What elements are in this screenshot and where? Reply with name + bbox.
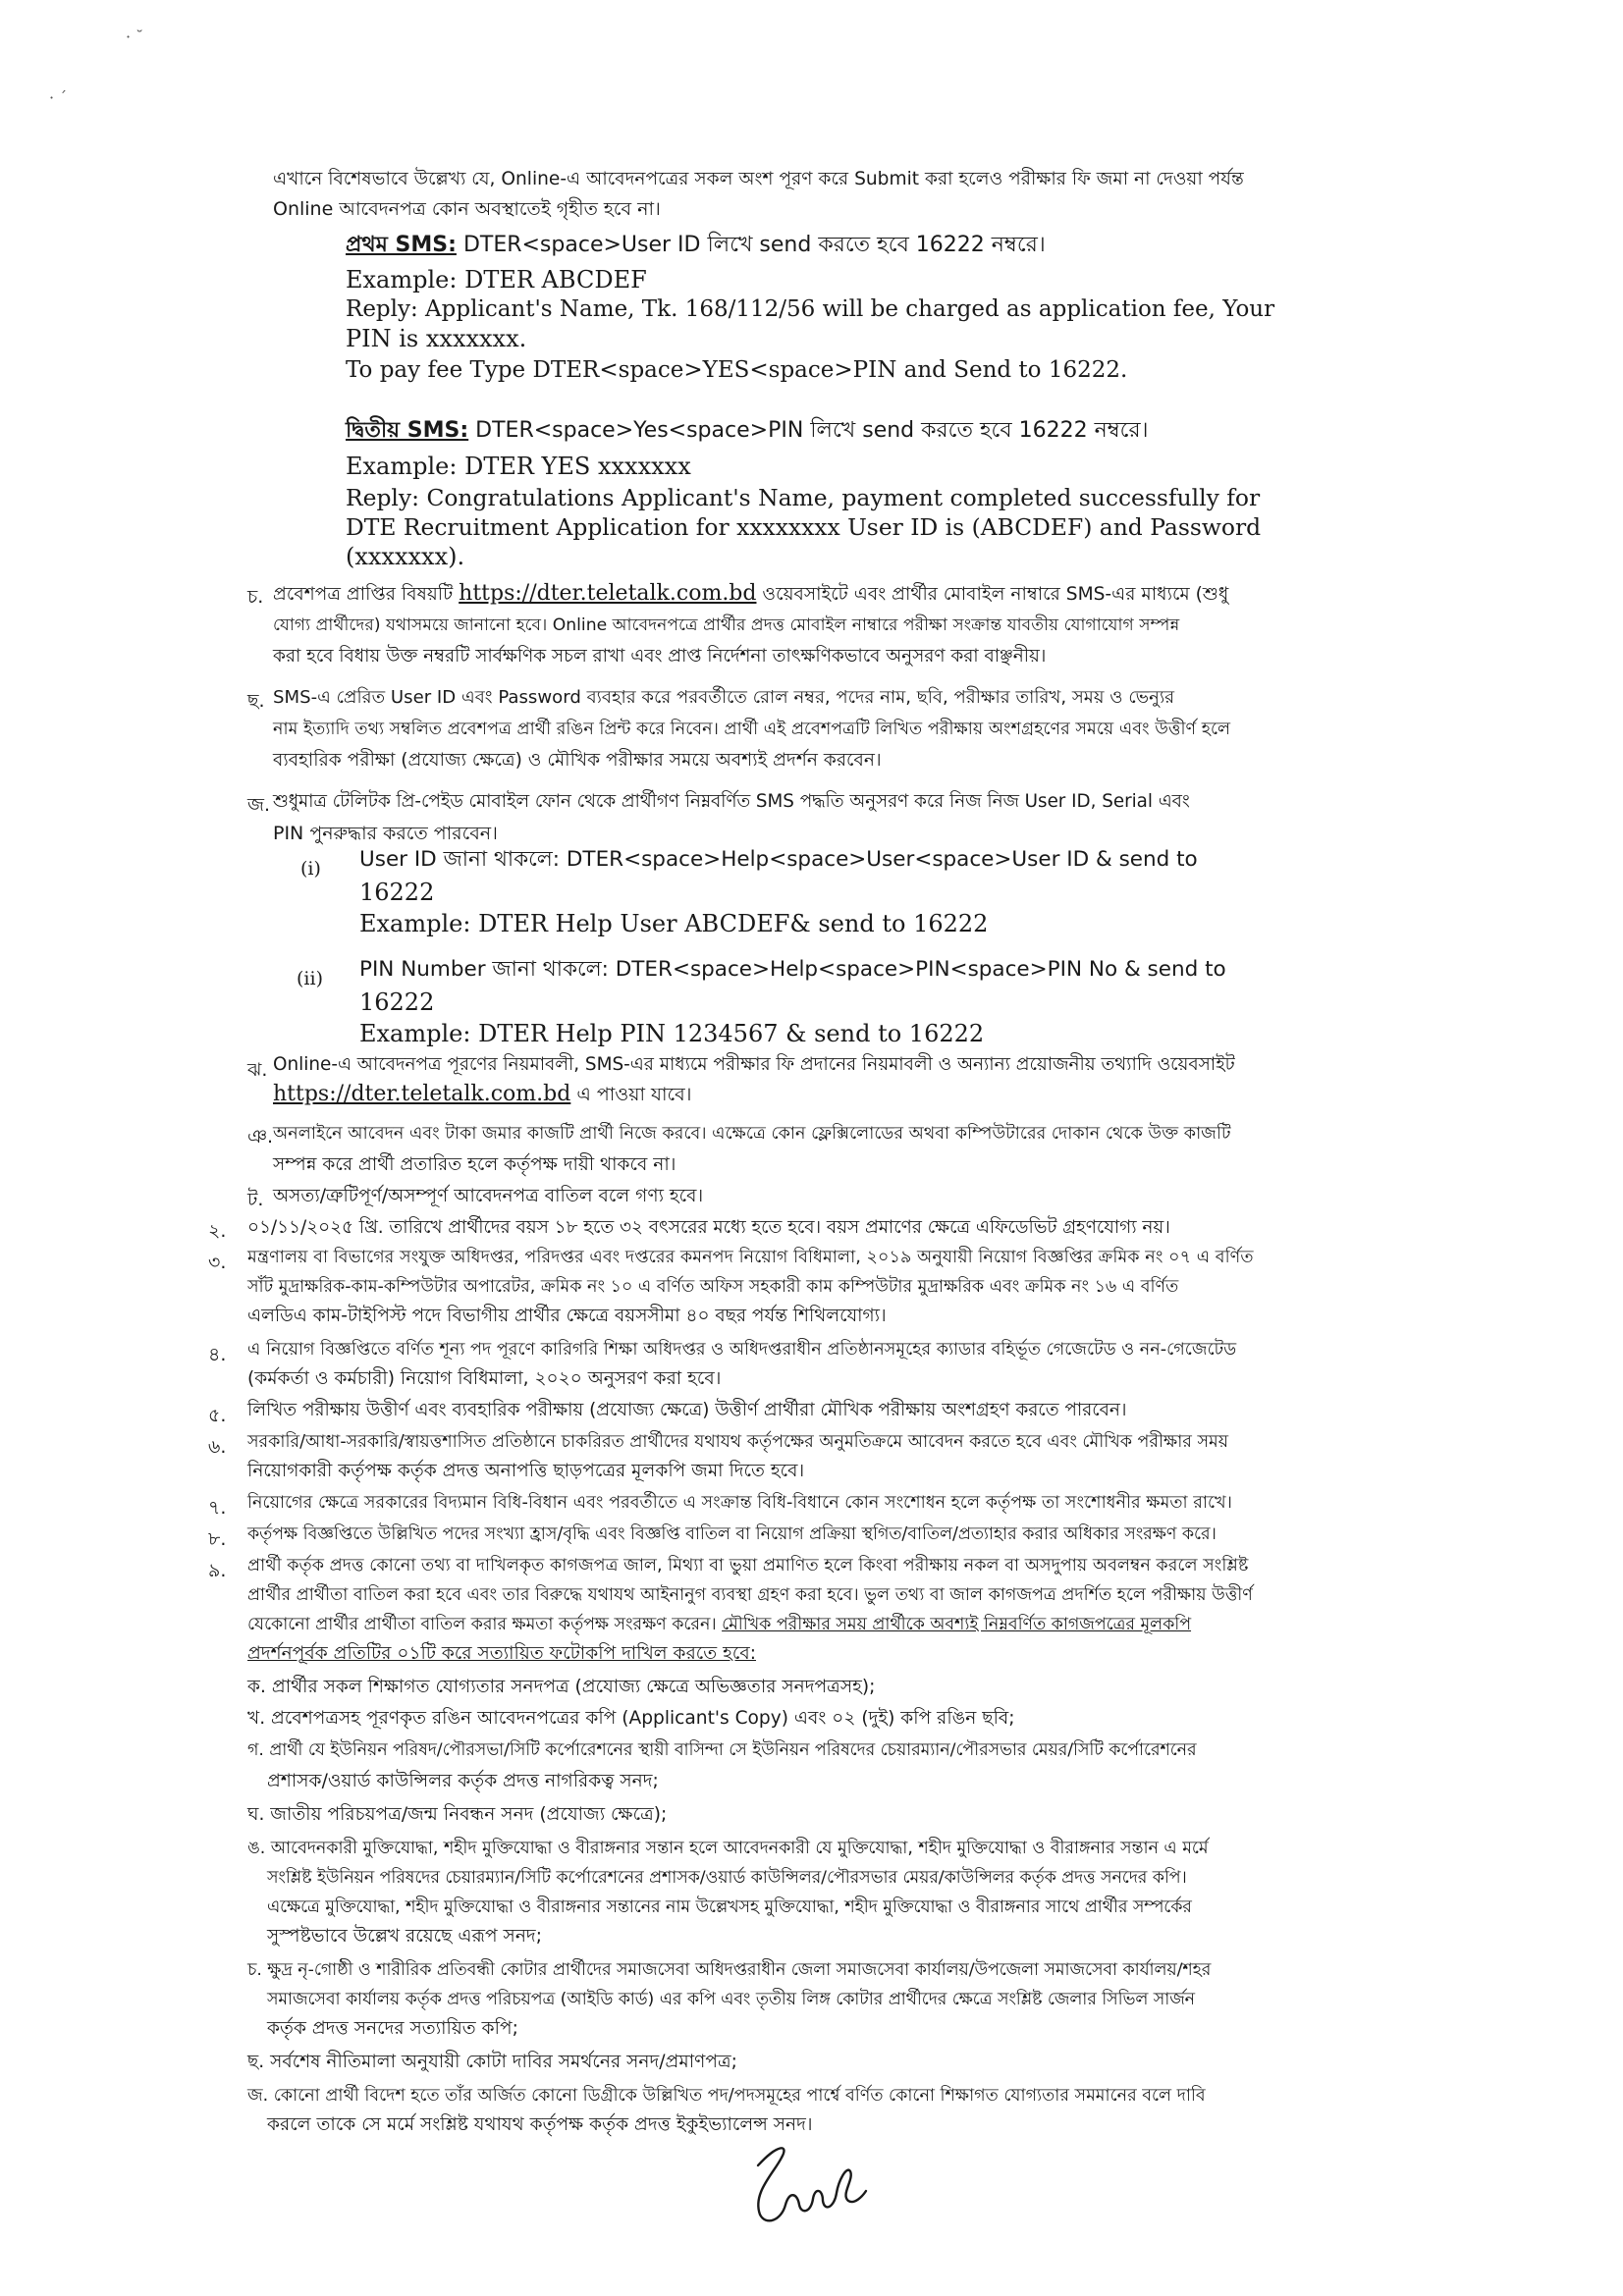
number-marker: ৬. (208, 1436, 227, 1458)
sms1-reply: PIN is xxxxxxx. (346, 325, 527, 352)
item9-line: প্রার্থীর প্রার্থীতা বাতিল করা হবে এবং তার বিরুদ্ধে যথাযথ আইনানুগ ব্যবস্থা গ্রহণ করা হবে। ভুল তথ্য বা জাল কাগজপত্র প্রদর্শিত হলে পরীক্ষায় উত্তীর্ণ (247, 1585, 1253, 1605)
sms1-label: প্রথম SMS: (346, 233, 457, 257)
numbered-line: মন্ত্রণালয় বা বিভাগের সংযুক্ত অধিদপ্তর, পরিদপ্তর এবং দপ্তরের কমনপদ নিয়োগ বিধিমালা, ২০১৯ অনুযায়ী নিয়োগ বিজ্ঞপ্তির ক্রমিক নং ০৭ এ বর্ণিত (247, 1248, 1254, 1267)
numbered-line: ০১/১১/২০২৫ খ্রি. তারিখে প্রার্থীদের বয়স ১৮ হতে ৩২ বৎসরের মধ্যে হতে হবে। বয়স প্রমাণের ক্ষেত্রে এফিডেভিট গ্রহণযোগ্য নয়। (247, 1217, 1170, 1238)
document-item: করলে তাকে সে মর্মে সংশ্লিষ্ট যথাযথ কর্তৃপক্ষ কর্তৃক প্রদত্ত ইকুইভ্যালেন্স সনদ। (267, 2114, 813, 2135)
sms1-reply: To pay fee Type DTER<space>YES<space>PIN and Send to 16222. (346, 357, 1128, 383)
item-ta-line: অসত্য/ত্রুটিপূর্ণ/অসম্পূর্ণ আবেদনপত্র বাতিল বলে গণ্য হবে। (273, 1186, 704, 1206)
item-marker: ট. (247, 1189, 264, 1210)
item-marker: ছ. (247, 690, 265, 712)
sub-item-line: User ID জানা থাকলে: DTER<space>Help<space>User<space>User ID & send to (359, 847, 1198, 872)
document-item: সমাজসেবা কার্যালয় কর্তৃক প্রদত্ত পরিচয়পত্র (আইডি কার্ড) এর কপি এবং তৃতীয় লিঙ্গ কোটার প্রার্থীদের ক্ষেত্রে সংশ্লিষ্ট জেলার সিভিল সার্জন (267, 1990, 1195, 2009)
numbered-line: নিয়োগের ক্ষেত্রে সরকারের বিদ্যমান বিধি-বিধান এবং পরবর্তীতে এ সংক্রান্ত বিধি-বিধানে কোন সংশোধন হলে কর্তৃপক্ষ তা সংশোধনীর ক্ষমতা রাখে। (247, 1493, 1232, 1513)
number-marker: ৪. (208, 1344, 227, 1365)
sms2-heading (346, 417, 1148, 445)
document-item: কর্তৃক প্রদত্ত সনদের সত্যায়িত কপি; (267, 2018, 518, 2039)
sms1-instruction: DTER<space>User ID লিখে send করতে হবে 16222 নম্বরে। (462, 233, 1046, 257)
document-item: সংশ্লিষ্ট ইউনিয়ন পরিষদের চেয়ারম্যান/সিটি কর্পোরেশনের প্রশাসক/ওয়ার্ড কাউন্সিলর/পৌরসভার মেয়র/কাউন্সিলর কর্তৃক প্রদত্ত সনদের কপি। (267, 1868, 1187, 1888)
numbered-line: সরকারি/আধা-সরকারি/স্বায়ত্তশাসিত প্রতিষ্ঠানে চাকরিরত প্রার্থীদের যথাযথ কর্তৃপক্ষের অনুমতিক্রমে আবেদন করতে হবে এবং মৌখিক পরীক্ষার সময় (247, 1432, 1229, 1452)
sms2-label: দ্বিতীয় SMS: (346, 418, 469, 443)
numbered-line: এ নিয়োগ বিজ্ঞপ্তিতে বর্ণিত শূন্য পদ পূরণে কারিগরি শিক্ষা অধিদপ্তর ও অধিদপ্তরাধীন প্রতিষ্ঠানসমূহের ক্যাডার বহির্ভূত গেজেটেড ও নন-গেজেটেড (247, 1340, 1237, 1360)
sub-item-line: PIN Number জানা থাকলে: DTER<space>Help<space>PIN<space>PIN No & send to (359, 957, 1226, 982)
sms2-instruction: DTER<space>Yes<space>PIN লিখে send করতে হবে 16222 নম্বরে। (475, 418, 1149, 443)
document-item: প্রশাসক/ওয়ার্ড কাউন্সিলর কর্তৃক প্রদত্ত নাগরিকত্ব সনদ; (267, 1771, 659, 1791)
intro-line: Online আবেদনপত্র কোন অবস্থাতেই গৃহীত হবে না। (273, 198, 661, 220)
sub-marker: (i) (300, 858, 321, 880)
item-chha-line: SMS-এ প্রেরিত User ID এবং Password ব্যবহার করে পরবর্তীতে রোল নম্বর, পদের নাম, ছবি, পরীক্ষার তারিখ, সময় ও ভেন্যুর (273, 687, 1175, 708)
item9-line (247, 1612, 1191, 1637)
item-ja-line: শুধুমাত্র টেলিটক প্রি-পেইড মোবাইল ফোন থেকে প্রার্থীগণ নিম্নবর্ণিত SMS পদ্ধতি অনুসরণ করে নিজ নিজ User ID, Serial এবং (273, 791, 1190, 812)
scan-speck: · ˘ (126, 27, 144, 46)
sub-item-line: 16222 (359, 879, 435, 906)
sms1-example: Example: DTER ABCDEF (346, 266, 647, 294)
item-ja-line: PIN পুনরুদ্ধার করতে পারবেন। (273, 823, 498, 844)
numbered-line: (কর্মকর্তা ও কর্মচারী) নিয়োগ বিধিমালা, ২০২০ অনুসরণ করা হবে। (247, 1368, 722, 1389)
item-marker: ঝ. (247, 1059, 268, 1081)
item-cha-line: যোগ্য প্রার্থীদের) যথাসময়ে জানানো হবে। Online আবেদনপত্রে প্রার্থীর প্রদত্ত মোবাইল নাম্বারে পরীক্ষা সংক্রান্ত যাবতীয় যোগাযোগ সম্পন্ন (273, 615, 1180, 635)
document-item: খ. প্রবেশপত্রসহ পূরণকৃত রঙিন আবেদনপত্রের কপি (Applicant's Copy) এবং ০২ (দুই) কপি রঙিন ছবি; (247, 1708, 1015, 1729)
item-chha-line: ব্যবহারিক পরীক্ষা (প্রযোজ্য ক্ষেত্রে) ও মৌখিক পরীক্ষার সময়ে অবশ্যই প্রদর্শন করবেন। (273, 750, 882, 771)
sms1-heading (346, 232, 1046, 259)
website-link[interactable]: https://dter.teletalk.com.bd (273, 1082, 571, 1106)
item-nio-line: সম্পন্ন করে প্রার্থী প্রতারিত হলে কর্তৃপক্ষ দায়ী থাকবে না। (273, 1154, 676, 1175)
sub-item-line: Example: DTER Help User ABCDEF& send to 16222 (359, 910, 989, 937)
sub-marker: (ii) (297, 968, 323, 989)
item9-line: প্রার্থী কর্তৃক প্রদত্ত কোনো তথ্য বা দাখিলকৃত কাগজপত্র জাল, মিথ্যা বা ভুয়া প্রমাণিত হলে কিংবা পরীক্ষায় নকল বা অসদুপায় অবলম্বন করলে সংশ্লিষ্ট (247, 1556, 1249, 1575)
sms1-reply: Reply: Applicant's Name, Tk. 168/112/56 will be charged as application fee, Your (346, 296, 1275, 322)
number-marker: ২. (208, 1220, 227, 1242)
item-chha-line: নাম ইত্যাদি তথ্য সম্বলিত প্রবেশপত্র প্রার্থী রঙিন প্রিন্ট করে নিবেন। প্রার্থী এই প্রবেশপত্রটি লিখিত পরীক্ষায় অংশগ্রহণের সময়ে এবং উত্তীর্ণ হলে (273, 720, 1231, 739)
item9-underlined-line: প্রদর্শনপূর্বক প্রতিটির ০১টি করে সত্যায়িত ফটোকপি দাখিল করতে হবে: (247, 1643, 756, 1664)
intro-line: এখানে বিশেষভাবে উল্লেখ্য যে, Online-এ আবেদনপত্রের সকল অংশ পূরণ করে Submit করা হলেও পরীক্ষার ফি জমা না দেওয়া পর্যন্ত (273, 169, 1244, 189)
document-item: জ. কোনো প্রার্থী বিদেশ হতে তাঁর অর্জিত কোনো ডিগ্রীকে উল্লিখিত পদ/পদসমূহের পার্শ্বে বর্ণিত কোনো শিক্ষাগত যোগ্যতার সমমানের বলে দাবি (247, 2086, 1206, 2106)
item-jha-line (273, 1082, 691, 1107)
numbered-line: সাঁট মুদ্রাক্ষরিক-কাম-কম্পিউটার অপারেটর, ক্রমিক নং ১০ এ বর্ণিত অফিস সহকারী কাম কম্পিউটার মুদ্রাক্ষরিক এবং ক্রমিক নং ১৬ এ বর্ণিত (247, 1277, 1179, 1297)
numbered-line: এলডিএ কাম-টাইপিস্ট পদে বিভাগীয় প্রার্থীর ক্ষেত্রে বয়সসীমা ৪০ বছর পর্যন্ত শিথিলযোগ্য। (247, 1306, 887, 1326)
number-marker: ৭. (208, 1497, 227, 1519)
signature (738, 2136, 876, 2234)
item-marker: চ. (247, 586, 264, 608)
document-item: সুস্পষ্টভাবে উল্লেখ রয়েছে এরূপ সনদ; (267, 1926, 542, 1947)
number-marker: ৩. (208, 1252, 227, 1273)
item9-text: যেকোনো প্রার্থীর প্রার্থীতা বাতিল করার ক্ষমতা কর্তৃপক্ষ সংরক্ষণ করেন। (247, 1615, 717, 1634)
item-nio-line: অনলাইনে আবেদন এবং টাকা জমার কাজটি প্রার্থী নিজে করবে। এক্ষেত্রে কোন ফ্লেক্সিলোডের অথবা কম্পিউটারের দোকান থেকে উক্ত কাজটি (273, 1124, 1231, 1144)
document-item: গ. প্রার্থী যে ইউনিয়ন পরিষদ/পৌরসভা/সিটি কর্পোরেশনের স্থায়ী বাসিন্দা সে ইউনিয়ন পরিষদের চেয়ারম্যান/পৌরসভার মেয়র/সিটি কর্পোরেশনের (247, 1740, 1197, 1760)
document-item: চ. ক্ষুদ্র নৃ-গোষ্ঠী ও শারীরিক প্রতিবন্ধী কোটার প্রার্থীদের সমাজসেবা অধিদপ্তরাধীন জেলা সমাজসেবা কার্যালয়/উপজেলা সমাজসেবা কার্যালয়/শহর (247, 1960, 1212, 1980)
item-cha-line (273, 581, 1228, 608)
item-cha-line: করা হবে বিধায় উক্ত নম্বরটি সার্বক্ষণিক সচল রাখা এবং প্রাপ্ত নির্দেশনা তাৎক্ষণিকভাবে অনুসরণ করা বাঞ্ছনীয়। (273, 646, 1047, 667)
number-marker: ৫. (208, 1405, 227, 1426)
website-link[interactable]: https://dter.teletalk.com.bd (459, 581, 757, 606)
scan-speck: · ´ (49, 88, 68, 107)
sms2-reply: DTE Recruitment Application for xxxxxxxx User ID is (ABCDEF) and Password (346, 513, 1262, 541)
item-cha-text: প্রবেশপত্র প্রাপ্তির বিষয়টি (273, 584, 454, 605)
document-item: ক. প্রার্থীর সকল শিক্ষাগত যোগ্যতার সনদপত্র (প্রযোজ্য ক্ষেত্রে অভিজ্ঞতার সনদপত্রসহ); (247, 1677, 876, 1697)
numbered-line: নিয়োগকারী কর্তৃপক্ষ কর্তৃক প্রদত্ত অনাপত্তি ছাড়পত্রের মূলকপি জমা দিতে হবে। (247, 1461, 805, 1481)
sms2-reply: Reply: Congratulations Applicant's Name, payment completed successfully for (346, 484, 1261, 511)
sms2-example: Example: DTER YES xxxxxxx (346, 453, 691, 480)
document-item: এক্ষেত্রে মুক্তিযোদ্ধা, শহীদ মুক্তিযোদ্ধা ও বীরাঙ্গনার সন্তানের নাম উল্লেখসহ মুক্তিযোদ্ধা, শহীদ মুক্তিযোদ্ধা ও বীরাঙ্গনার সাথে প্রার্থীর সম্পর্কের (267, 1897, 1192, 1917)
item-jha-line: Online-এ আবেদনপত্র পূরণের নিয়মাবলী, SMS-এর মাধ্যমে পরীক্ষার ফি প্রদানের নিয়মাবলী ও অন্যান্য প্রয়োজনীয় তথ্যাদি ওয়েবসাইট (273, 1054, 1235, 1075)
number-marker: ৯. (208, 1560, 227, 1581)
item-jha-text: এ পাওয়া যাবে। (576, 1084, 692, 1105)
item9-underlined-text: মৌখিক পরীক্ষার সময় প্রার্থীকে অবশ্যই নিম্নবর্ণিত কাগজপত্রের মূলকপি (722, 1615, 1192, 1634)
document-item: ছ. সর্বশেষ নীতিমালা অনুযায়ী কোটা দাবির সমর্থনের সনদ/প্রমাণপত্র; (247, 2052, 737, 2072)
item-cha-text: ওয়েবসাইটে এবং প্রার্থীর মোবাইল নাম্বারে SMS-এর মাধ্যমে (শুধু (762, 584, 1229, 605)
item-marker: ঞ. (247, 1126, 274, 1148)
sub-item-line: Example: DTER Help PIN 1234567 & send to 16222 (359, 1020, 985, 1047)
sms2-reply: (xxxxxxx). (346, 543, 465, 570)
numbered-line: লিখিত পরীক্ষায় উত্তীর্ণ এবং ব্যবহারিক পরীক্ষায় (প্রযোজ্য ক্ষেত্রে) উত্তীর্ণ প্রার্থীরা মৌখিক পরীক্ষায় অংশগ্রহণ করতে পারবেন। (247, 1400, 1127, 1420)
document-item: ঙ. আবেদনকারী মুক্তিযোদ্ধা, শহীদ মুক্তিযোদ্ধা ও বীরাঙ্গনার সন্তান হলে আবেদনকারী যে মুক্তিযোদ্ধা, শহীদ মুক্তিযোদ্ধা ও বীরাঙ্গনার সন্তান এ মর্মে (247, 1839, 1209, 1858)
sub-item-line: 16222 (359, 988, 435, 1016)
item-marker: জ. (247, 794, 271, 816)
document-item: ঘ. জাতীয় পরিচয়পত্র/জন্ম নিবন্ধন সনদ (প্রযোজ্য ক্ষেত্রে); (247, 1804, 668, 1825)
numbered-line: কর্তৃপক্ষ বিজ্ঞপ্তিতে উল্লিখিত পদের সংখ্যা হ্রাস/বৃদ্ধি এবং বিজ্ঞপ্তি বাতিল বা নিয়োগ প্রক্রিয়া স্থগিত/বাতিল/প্রত্যাহার করার অধিকার সংরক্ষণ করে। (247, 1524, 1217, 1544)
number-marker: ৮. (208, 1528, 227, 1550)
